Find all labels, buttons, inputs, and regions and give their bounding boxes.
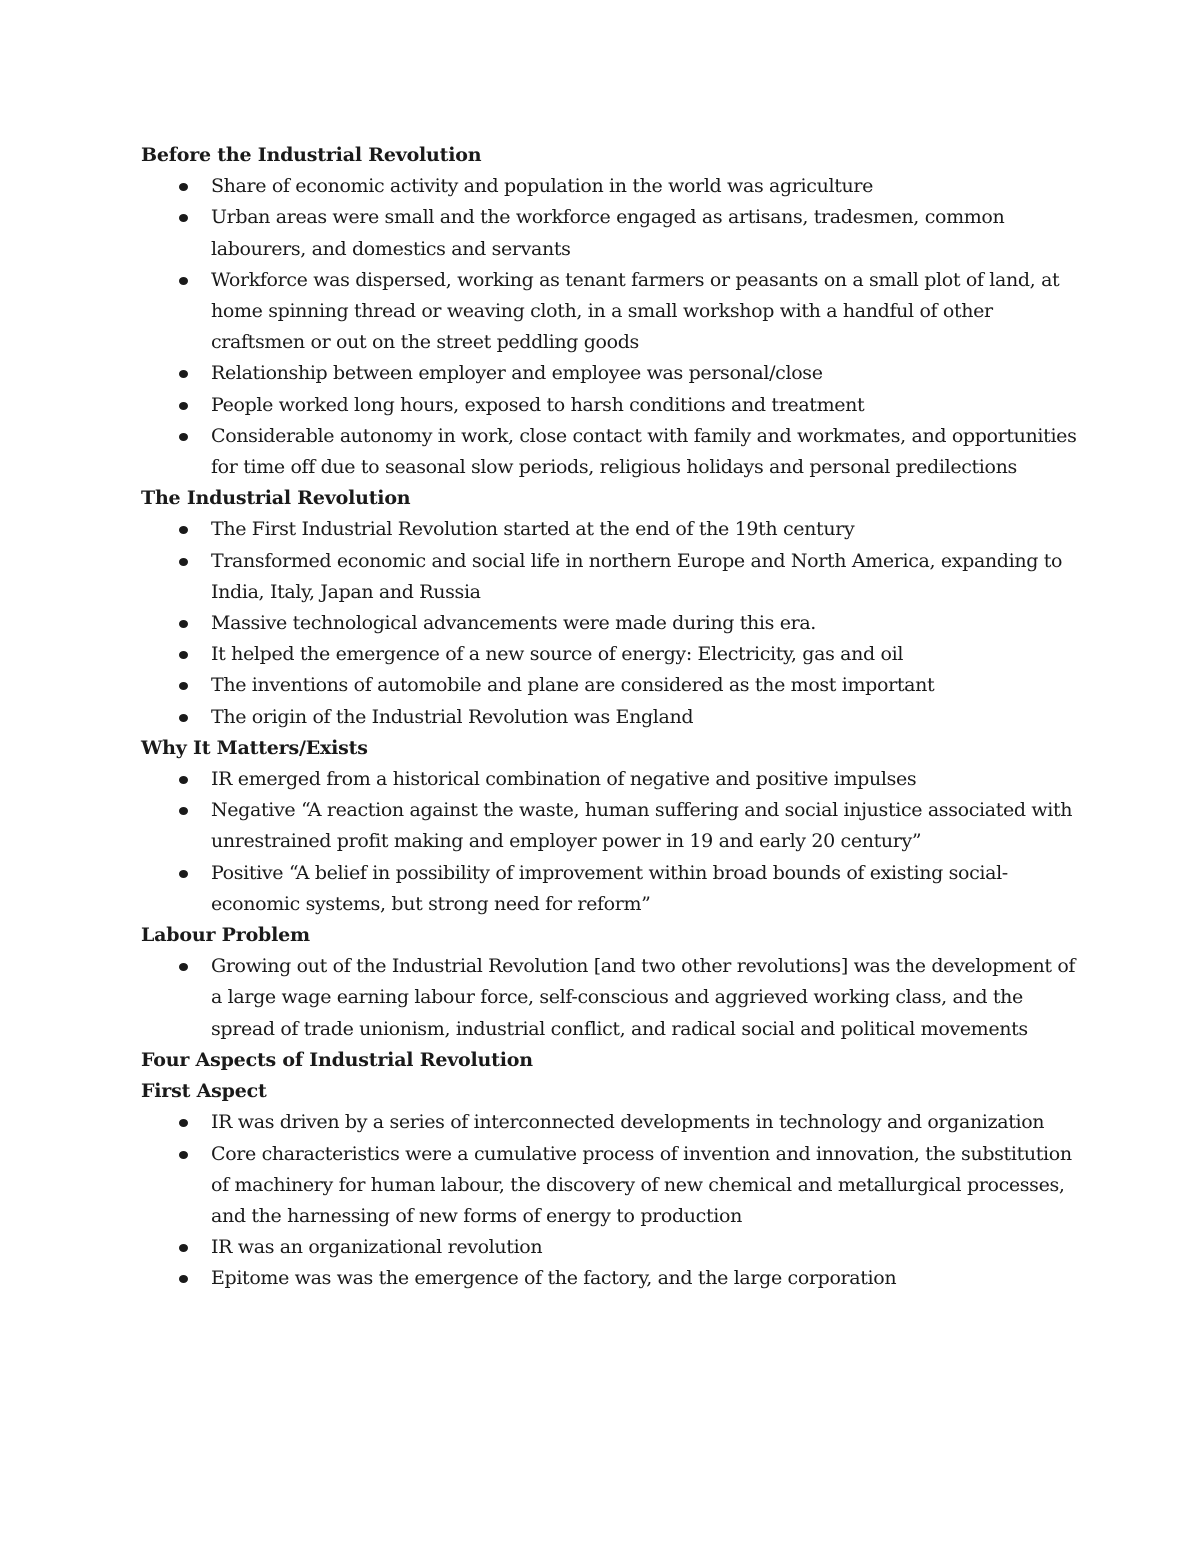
bullet-icon bbox=[179, 558, 188, 566]
bullet-icon bbox=[179, 1244, 188, 1252]
bullet-list bbox=[141, 1107, 1081, 1294]
section-heading: Before the Industrial Revolution bbox=[141, 144, 482, 166]
list-item bbox=[141, 858, 1081, 920]
list-item-text: Positive “A belief in possibility of improvement within broad bounds of existing social-economic systems, but strong need for reform” bbox=[211, 861, 1008, 915]
bullet-icon bbox=[179, 870, 188, 878]
bullet-icon bbox=[179, 1275, 188, 1283]
section-heading: Labour Problem bbox=[141, 924, 310, 947]
list-item bbox=[141, 358, 1081, 389]
list-item bbox=[141, 1107, 1081, 1138]
document-section bbox=[141, 140, 1081, 483]
bullet-icon bbox=[179, 651, 188, 659]
document-section bbox=[141, 1045, 1081, 1076]
bullet-icon bbox=[179, 1119, 188, 1127]
list-item bbox=[141, 202, 1081, 264]
list-item-text: Relationship between employer and employee was personal/close bbox=[211, 362, 823, 385]
list-item-text: IR was driven by a series of interconnected developments in technology and organization bbox=[211, 1111, 1045, 1134]
list-item bbox=[141, 171, 1081, 202]
list-item bbox=[141, 1232, 1081, 1263]
document-section bbox=[141, 483, 1081, 733]
bullet-icon bbox=[179, 807, 188, 815]
bullet-icon bbox=[179, 776, 188, 784]
section-heading: Why It Matters/Exists bbox=[141, 736, 368, 759]
list-item-text: Negative “A reaction against the waste, human suffering and social injustice associated with unrestrained profit making and employer power in 19 and early 20 century” bbox=[211, 799, 1073, 853]
list-item bbox=[141, 421, 1081, 483]
list-item-text: The origin of the Industrial Revolution was England bbox=[211, 705, 694, 728]
list-item bbox=[141, 670, 1081, 701]
list-item-text: IR was an organizational revolution bbox=[211, 1236, 543, 1259]
bullet-icon bbox=[179, 183, 188, 191]
list-item-text: Share of economic activity and population in the world was agriculture bbox=[211, 175, 873, 198]
list-item bbox=[141, 764, 1081, 795]
bullet-list bbox=[141, 514, 1081, 732]
list-item-text: Workforce was dispersed, working as tenant farmers or peasants on a small plot of land, at home spinning thread or weaving cloth, in a small workshop with a handful of other craftsmen or out on the street peddling goods bbox=[211, 268, 1060, 354]
section-heading: The Industrial Revolution bbox=[141, 487, 411, 510]
list-item-text: IR emerged from a historical combination of negative and positive impulses bbox=[211, 768, 917, 791]
list-item-text: Growing out of the Industrial Revolution [and two other revolutions] was the development of a large wage earning labour force, self-conscious and aggrieved working class, and the spread of trade unionism, industrial conflict, and radical social and political movements bbox=[211, 955, 1076, 1040]
section-heading: First Aspect bbox=[141, 1080, 267, 1103]
bullet-icon bbox=[179, 433, 188, 441]
bullet-icon bbox=[179, 620, 188, 628]
bullet-list bbox=[141, 764, 1081, 920]
list-item bbox=[141, 546, 1081, 608]
bullet-icon bbox=[179, 277, 188, 285]
list-item-text: It helped the emergence of a new source of energy: Electricity, gas and oil bbox=[211, 643, 904, 666]
list-item-text: Epitome was was the emergence of the factory, and the large corporation bbox=[211, 1267, 897, 1290]
bullet-icon bbox=[179, 714, 188, 722]
list-item bbox=[141, 1263, 1081, 1294]
list-item-text: The First Industrial Revolution started at the end of the 19th century bbox=[211, 518, 855, 541]
list-item-text: Transformed economic and social life in northern Europe and North America, expanding to India, Italy, Japan and Russia bbox=[211, 549, 1063, 603]
bullet-icon bbox=[179, 214, 188, 222]
bullet-icon bbox=[179, 526, 188, 534]
list-item-text: Core characteristics were a cumulative process of invention and innovation, the substitution of machinery for human labour, the discovery of new chemical and metallurgical processes, and the harnessing of new forms of energy to production bbox=[211, 1142, 1072, 1227]
list-item bbox=[141, 265, 1081, 359]
list-item bbox=[141, 390, 1081, 421]
bullet-icon bbox=[179, 370, 188, 378]
document-section bbox=[141, 1076, 1081, 1294]
bullet-list bbox=[141, 171, 1081, 483]
document-content bbox=[141, 140, 1081, 1295]
list-item-text: The inventions of automobile and plane are considered as the most important bbox=[211, 674, 935, 697]
bullet-icon bbox=[179, 963, 188, 971]
bullet-icon bbox=[179, 402, 188, 410]
list-item bbox=[141, 608, 1081, 639]
list-item bbox=[141, 795, 1081, 857]
list-item-text: People worked long hours, exposed to harsh conditions and treatment bbox=[211, 393, 865, 416]
list-item-text: Considerable autonomy in work, close contact with family and workmates, and opportunities for time off due to seasonal slow periods, religious holidays and personal predilections bbox=[211, 424, 1077, 479]
section-heading: Four Aspects of Industrial Revolution bbox=[141, 1048, 533, 1071]
document-section bbox=[141, 733, 1081, 920]
bullet-icon bbox=[179, 1151, 188, 1159]
list-item bbox=[141, 514, 1081, 545]
bullet-icon bbox=[179, 682, 188, 690]
list-item-text: Urban areas were small and the workforce engaged as artisans, tradesmen, common labourers, and domestics and servants bbox=[211, 206, 1005, 260]
list-item-text: Massive technological advancements were made during this era. bbox=[211, 612, 816, 635]
list-item bbox=[141, 951, 1081, 1045]
list-item bbox=[141, 639, 1081, 670]
list-item bbox=[141, 1139, 1081, 1233]
document-section bbox=[141, 920, 1081, 1045]
bullet-list bbox=[141, 951, 1081, 1045]
list-item bbox=[141, 702, 1081, 733]
